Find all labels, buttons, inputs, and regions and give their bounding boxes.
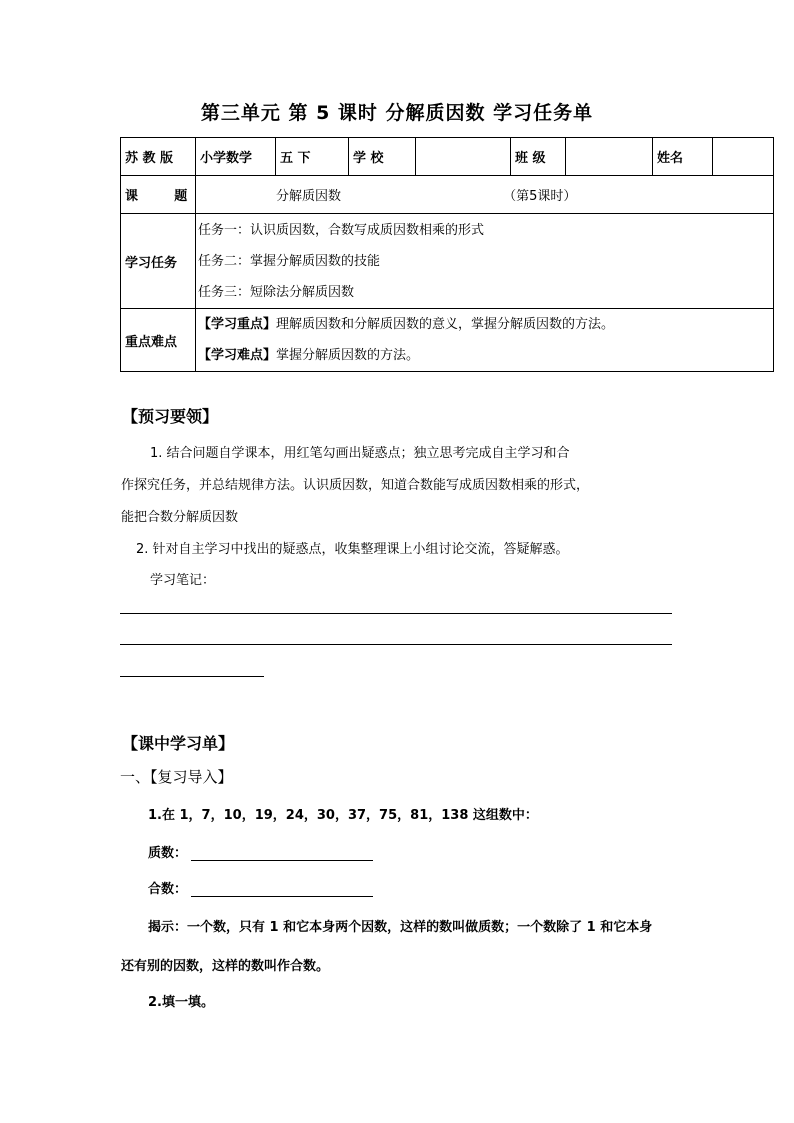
inclass-heading: 【课中学习单】 bbox=[122, 734, 235, 753]
composite-answer-blank[interactable] bbox=[191, 882, 373, 897]
focus-label: 重点难点 bbox=[121, 309, 196, 372]
topic-value-cell bbox=[196, 176, 774, 214]
difficult-point: 【学习难点】掌握分解质因数的方法。 bbox=[198, 348, 420, 363]
hint-line-1: 揭示：一个数，只有 1 和它本身两个因数，这样的数叫做质数；一个数除了 1 和它本身 bbox=[148, 920, 653, 935]
notes-line[interactable] bbox=[120, 613, 672, 614]
preview-p1-line2: 作探究任务，并总结规律方法。认识质因数，知道合数能写成质因数相乘的形式， bbox=[121, 478, 590, 493]
composite-row bbox=[148, 878, 373, 897]
grade-cell: 五 下 bbox=[276, 138, 349, 176]
edition-cell: 苏 教 版 bbox=[121, 138, 196, 176]
preview-heading: 【预习要领】 bbox=[122, 407, 219, 426]
page-title: 第三单元 第 5 课时 分解质因数 学习任务单 bbox=[200, 102, 594, 124]
prime-answer-blank[interactable] bbox=[191, 846, 373, 861]
prime-label: 质数： bbox=[148, 846, 188, 861]
subject-cell: 小学数学 bbox=[196, 138, 276, 176]
composite-label: 合数： bbox=[148, 882, 188, 897]
prime-row bbox=[148, 842, 373, 861]
focus-cell bbox=[196, 309, 774, 372]
school-value[interactable] bbox=[416, 138, 511, 176]
tasks-label: 学习任务 bbox=[121, 214, 196, 309]
task-item: 任务一：认识质因数，合数写成质因数相乘的形式 bbox=[198, 222, 485, 238]
question-2: 2.填一填。 bbox=[148, 995, 214, 1010]
task-item: 任务三：短除法分解质因数 bbox=[198, 284, 355, 300]
lesson-number: （第5课时） bbox=[503, 189, 577, 204]
notes-label: 学习笔记： bbox=[150, 573, 216, 588]
preview-p2: 2. 针对自主学习中找出的疑惑点，收集整理课上小组讨论交流，答疑解惑。 bbox=[136, 542, 569, 557]
topic-label: 课 题 bbox=[121, 176, 196, 214]
name-label: 姓名 bbox=[653, 138, 713, 176]
class-value[interactable] bbox=[566, 138, 653, 176]
preview-p1-line3: 能把合数分解质因数 bbox=[121, 510, 239, 525]
notes-line[interactable] bbox=[120, 644, 672, 645]
name-value[interactable] bbox=[713, 138, 774, 176]
task-item: 任务二：掌握分解质因数的技能 bbox=[198, 253, 381, 269]
review-section-title: 一、【复习导入】 bbox=[120, 768, 233, 786]
topic-value: 分解质因数 bbox=[276, 189, 342, 204]
school-label: 学 校 bbox=[349, 138, 416, 176]
class-label: 班 级 bbox=[511, 138, 566, 176]
key-point: 【学习重点】理解质因数和分解质因数的意义，掌握分解质因数的方法。 bbox=[198, 317, 615, 332]
info-table bbox=[120, 137, 774, 372]
preview-p1-line1: 1. 结合问题自学课本，用红笔勾画出疑惑点；独立思考完成自主学习和合 bbox=[150, 446, 570, 461]
hint-line-2: 还有别的因数，这样的数叫作合数。 bbox=[121, 959, 330, 974]
notes-line[interactable] bbox=[120, 676, 264, 677]
tasks-cell bbox=[196, 214, 774, 309]
question-1: 1.在 1，7，10，19，24，30，37，75，81，138 这组数中： bbox=[148, 808, 538, 823]
